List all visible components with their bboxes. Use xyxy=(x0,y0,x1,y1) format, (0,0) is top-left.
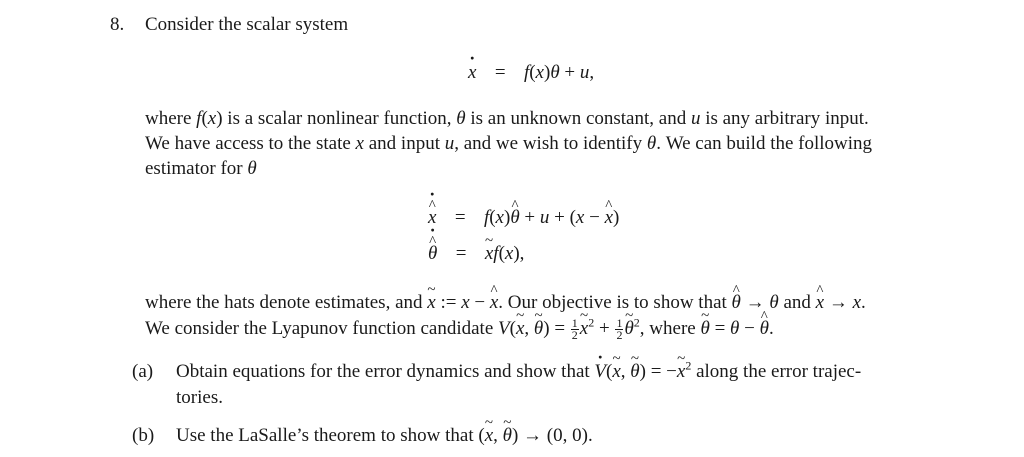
part-a-line-2: tories. xyxy=(176,387,223,408)
estimator-eq-1: · x ^ = f(x)θ ^ + u + (x − x ^) xyxy=(428,205,619,231)
part-a-line-1: Obtain equations for the error dynamics and show that · V(x ~, θ ~) = −x ~$^2$ along the error trajec- xyxy=(176,359,861,385)
part-a-label: (a) xyxy=(132,361,154,382)
part-b-line-1: Use the LaSalle’s theorem to show that (x ~, θ ~) → (0, 0). xyxy=(176,423,593,449)
paragraph-1-line-3: estimator for θ xyxy=(145,158,257,179)
paragraph-1-line-2: We have access to the state x and input u, and we wish to identify θ. We can build the following xyxy=(145,133,873,154)
system-equation: · x = f(x)θ + u, xyxy=(468,60,594,86)
paragraph-1-line-1: where f(x) is a scalar nonlinear function, θ is an unknown constant, and u is any arbitrary input. xyxy=(145,108,869,129)
paragraph-2-line-1: where the hats denote estimates, and x ~ := x − x ^. Our objective is to show that θ ^ → θ and x ^ → x. xyxy=(145,290,866,316)
part-b-label: (b) xyxy=(132,425,155,446)
problem-title: Consider the scalar system xyxy=(145,14,349,35)
problem-number: 8. xyxy=(110,14,125,35)
paragraph-2-line-2: We consider the Lyapunov function candidate V(x ~, θ ~) = $\frac{1}{2}$ x ~$^2$ + $\frac{1}{2}$ θ ~$^2$, where θ ~ = θ − θ ^. xyxy=(145,316,774,342)
estimator-eq-2: · θ ^ = x ~f(x), xyxy=(428,241,524,267)
